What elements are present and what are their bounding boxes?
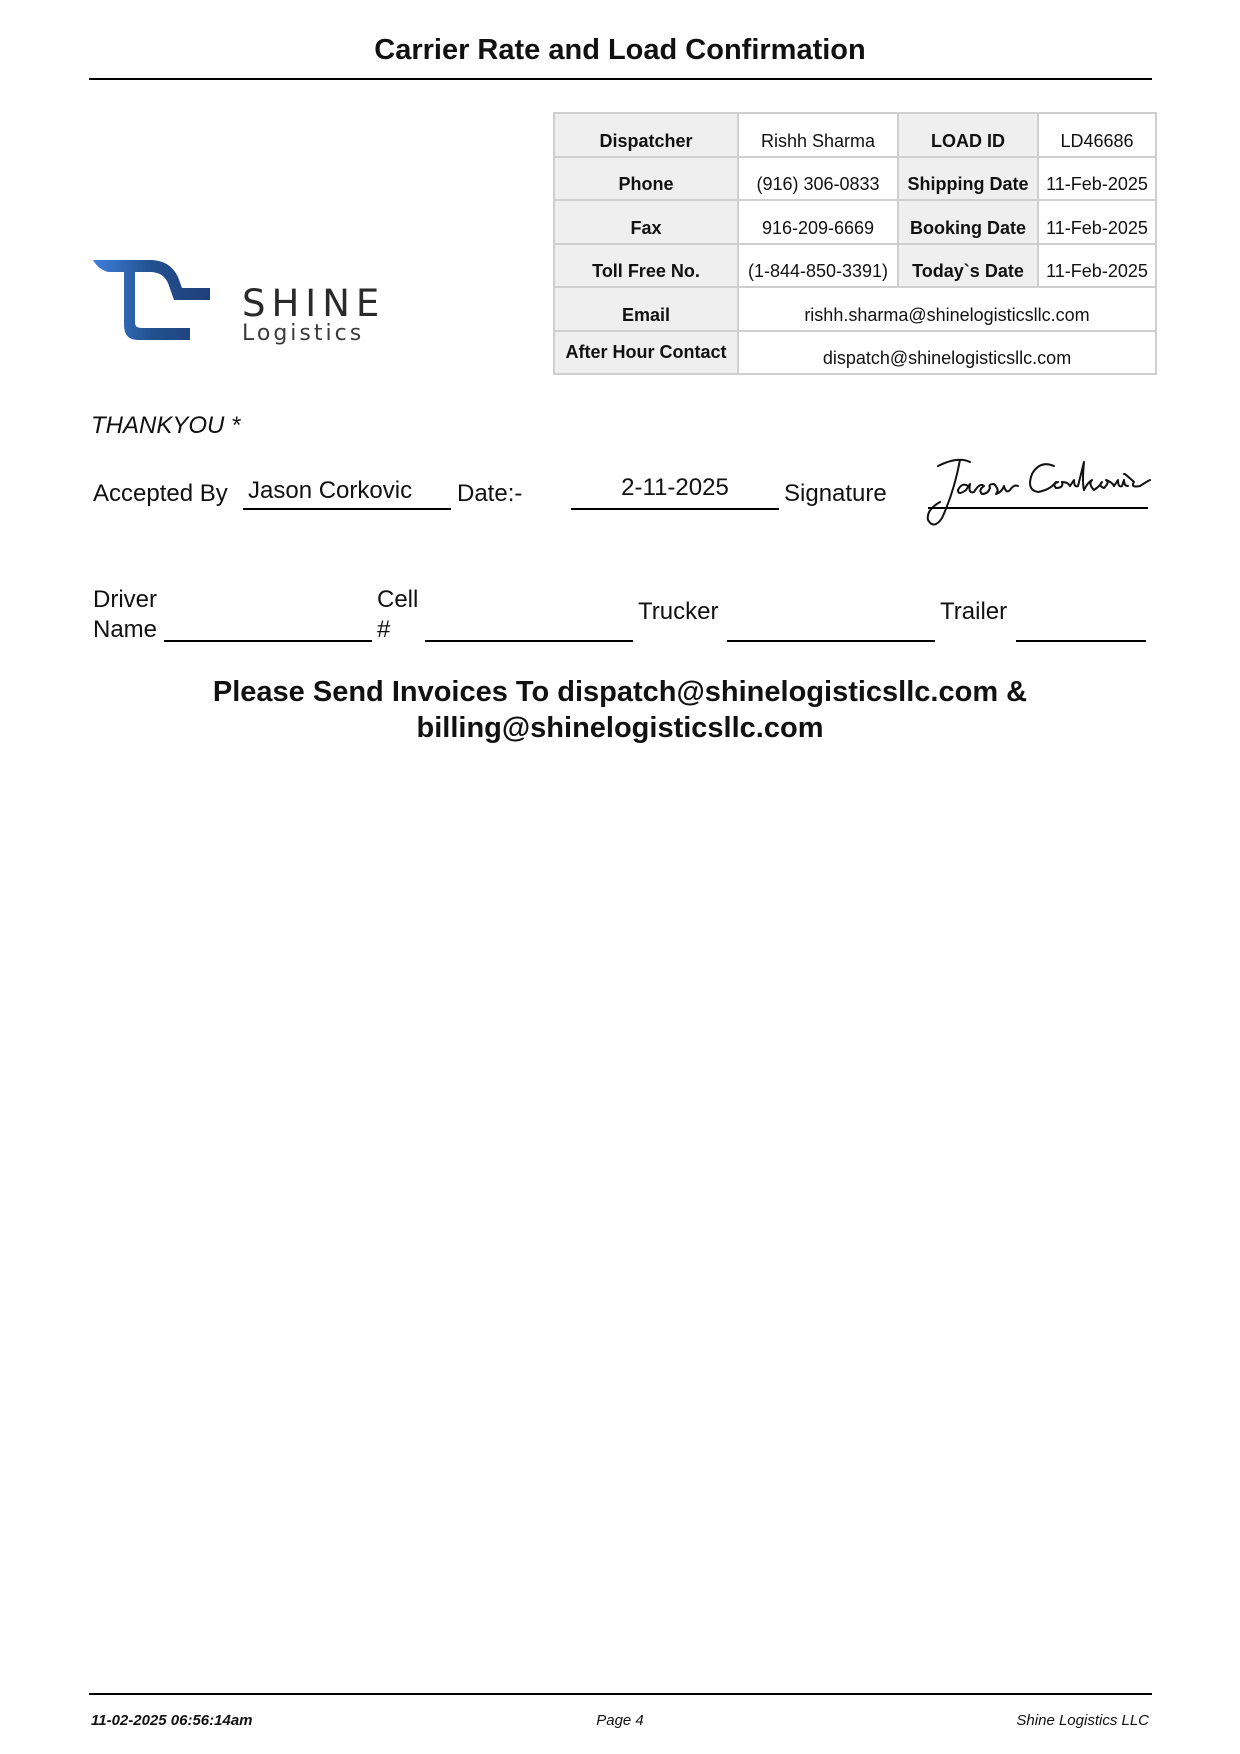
phone-value: (916) 306-0833: [738, 157, 898, 201]
driver-name-label: [93, 585, 157, 645]
fax-value: 916-209-6669: [738, 200, 898, 244]
driver-label-line1: Driver: [93, 586, 157, 613]
accepted-by-line: [243, 508, 451, 510]
toll-free-value: (1-844-850-3391): [738, 244, 898, 288]
logo-brand-text: SHINE: [242, 282, 386, 325]
company-logo: [90, 255, 390, 355]
logo-mark-icon: [90, 255, 250, 355]
date-line: [571, 508, 779, 510]
booking-date-value: 11-Feb-2025: [1038, 200, 1156, 244]
cell-label-line1: Cell: [377, 586, 419, 613]
invoice-instructions: [120, 674, 1120, 746]
title-rule: [89, 78, 1152, 80]
logo-subtitle-text: Logistics: [242, 321, 365, 346]
shipping-date-value: 11-Feb-2025: [1038, 157, 1156, 201]
load-id-label: LOAD ID: [898, 113, 1038, 157]
accepted-by-label: Accepted By: [93, 480, 228, 507]
load-id-value: LD46686: [1038, 113, 1156, 157]
cell-line: [425, 640, 633, 642]
dispatcher-value: Rishh Sharma: [738, 113, 898, 157]
footer-page-number: Page 4: [596, 1712, 644, 1729]
todays-date-value: 11-Feb-2025: [1038, 244, 1156, 288]
footer-company: Shine Logistics LLC: [1016, 1712, 1149, 1729]
accepted-by-value: Jason Corkovic: [248, 477, 413, 504]
invoice-line-1: Please Send Invoices To dispatch@shinelogisticsllc.com &: [212, 676, 1028, 708]
dispatcher-label: Dispatcher: [554, 113, 738, 157]
table-row: [554, 287, 1156, 331]
load-info-table: [553, 112, 1157, 375]
thankyou-text: THANKYOU *: [91, 412, 241, 439]
cell-label-line2: #: [377, 616, 391, 643]
date-label: Date:-: [457, 480, 523, 507]
table-row: [554, 200, 1156, 244]
booking-date-label: Booking Date: [898, 200, 1038, 244]
phone-label: Phone: [554, 157, 738, 201]
date-value: 2-11-2025: [621, 474, 729, 501]
fax-label: Fax: [554, 200, 738, 244]
signature-label: Signature: [784, 480, 887, 507]
invoice-line-2: billing@shinelogisticsllc.com: [416, 712, 824, 744]
driver-label-line2: Name: [93, 616, 158, 643]
trucker-label: Trucker: [638, 598, 719, 625]
trucker-line: [727, 640, 935, 642]
table-row: [554, 157, 1156, 201]
after-hour-label: After Hour Contact: [554, 331, 738, 375]
trailer-label: Trailer: [940, 598, 1008, 625]
cell-label: [377, 585, 418, 645]
page-title: Carrier Rate and Load Confirmation: [374, 34, 866, 66]
footer-timestamp: 11-02-2025 06:56:14am: [91, 1712, 253, 1729]
signature-image: [918, 452, 1168, 532]
toll-free-label: Toll Free No.: [554, 244, 738, 288]
shipping-date-label: Shipping Date: [898, 157, 1038, 201]
after-hour-value: dispatch@shinelogisticsllc.com: [738, 331, 1156, 375]
email-label: Email: [554, 287, 738, 331]
footer-rule: [89, 1693, 1152, 1695]
driver-name-line: [164, 640, 372, 642]
table-row: [554, 331, 1156, 375]
email-value: rishh.sharma@shinelogisticsllc.com: [738, 287, 1156, 331]
trailer-line: [1016, 640, 1146, 642]
table-row: [554, 244, 1156, 288]
table-row: [554, 113, 1156, 157]
todays-date-label: Today`s Date: [898, 244, 1038, 288]
